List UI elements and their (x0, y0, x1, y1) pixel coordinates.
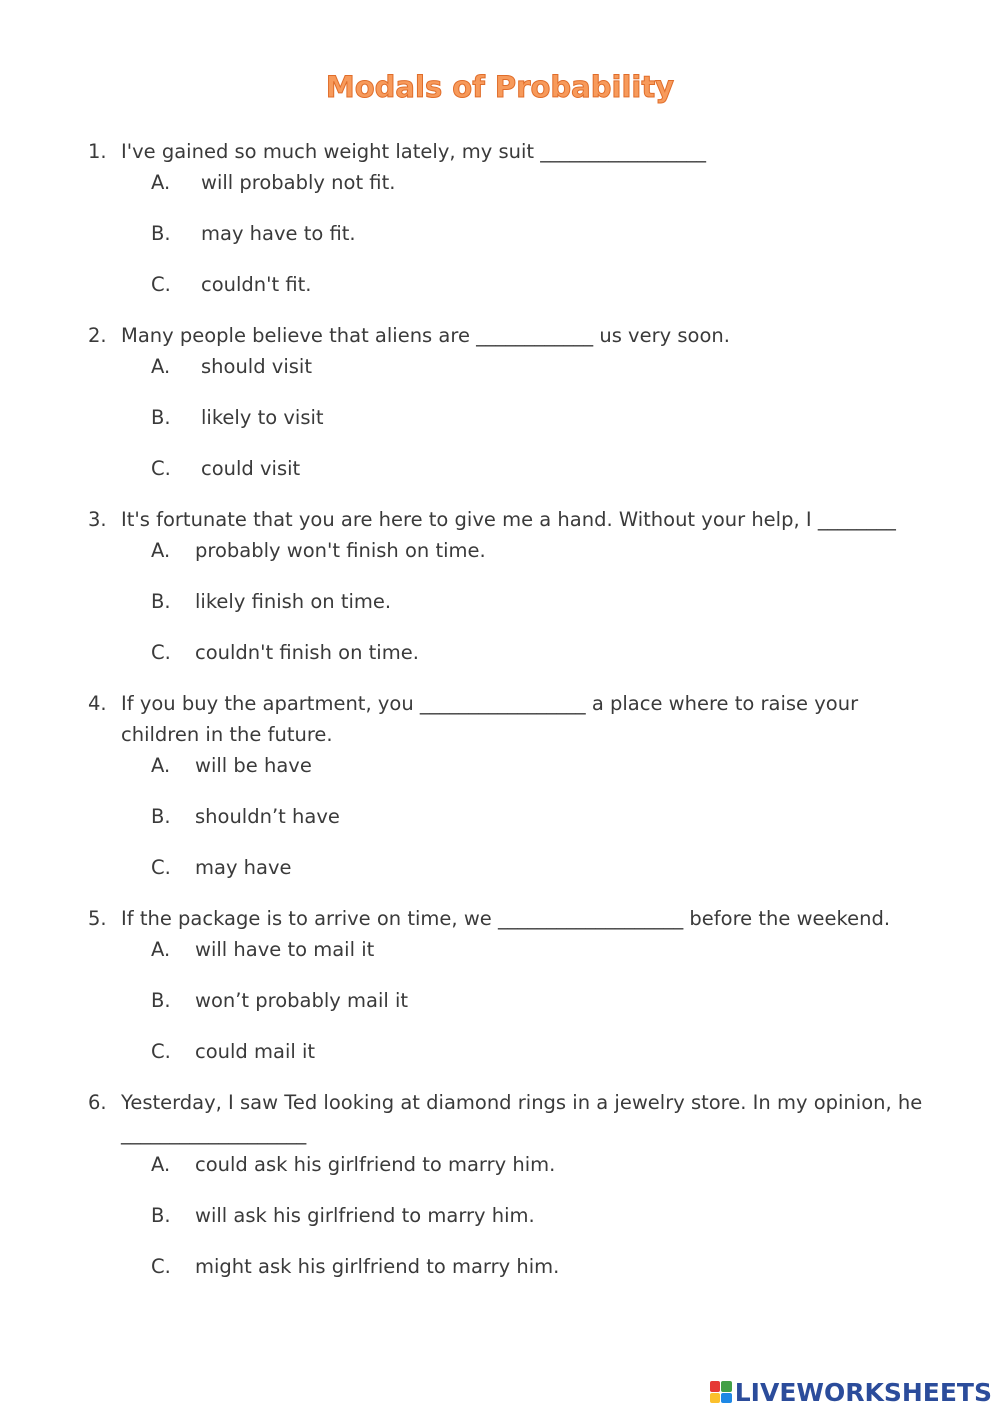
option-letter: A. (151, 539, 171, 562)
question-stem (88, 688, 928, 750)
brand-name: LIVEWORKSHEETS (734, 1377, 992, 1407)
option-text: will be have (195, 754, 312, 777)
option-text: might ask his girlfriend to marry him. (195, 1255, 560, 1278)
question-number: 6. (88, 1091, 107, 1114)
option-letter: C. (151, 856, 171, 879)
option-text: should visit (201, 355, 312, 378)
option-letter: B. (151, 989, 171, 1012)
option-text: couldn't finish on time. (195, 641, 419, 664)
option-c[interactable] (88, 637, 928, 668)
question-number: 4. (88, 692, 107, 715)
option-c[interactable] (88, 453, 928, 484)
option-letter: A. (151, 1153, 171, 1176)
question-stem (88, 903, 928, 934)
liveworksheets-logo-icon (710, 1381, 732, 1403)
option-c[interactable] (88, 1251, 928, 1282)
question-text: Many people believe that aliens are ____________ us very soon. (121, 324, 730, 347)
question-2 (88, 320, 928, 484)
option-text: couldn't fit. (201, 273, 312, 296)
logo-tile-green (721, 1381, 732, 1392)
option-letter: A. (151, 938, 171, 961)
question-text: I've gained so much weight lately, my suit _________________ (121, 140, 707, 163)
question-text: If the package is to arrive on time, we ___________________ before the weekend. (121, 907, 891, 930)
question-number: 5. (88, 907, 107, 930)
question-number: 1. (88, 140, 107, 163)
option-b[interactable] (88, 801, 928, 832)
option-letter: C. (151, 457, 171, 480)
option-text: will have to mail it (195, 938, 375, 961)
option-b[interactable] (88, 985, 928, 1016)
question-number: 3. (88, 508, 107, 531)
option-text: shouldn’t have (195, 805, 340, 828)
question-text: If you buy the apartment, you _________________ a place where to raise your children in the future. (121, 692, 859, 746)
question-list (88, 136, 928, 1302)
option-a[interactable] (88, 535, 928, 566)
option-letter: B. (151, 222, 171, 245)
question-6 (88, 1087, 928, 1282)
option-letter: B. (151, 406, 171, 429)
option-text: likely to visit (201, 406, 324, 429)
option-letter: C. (151, 641, 171, 664)
liveworksheets-brand[interactable] (710, 1377, 992, 1407)
option-b[interactable] (88, 1200, 928, 1231)
option-letter: A. (151, 355, 171, 378)
option-letter: B. (151, 1204, 171, 1227)
option-letter: C. (151, 1040, 171, 1063)
option-c[interactable] (88, 269, 928, 300)
option-list (88, 167, 928, 300)
option-a[interactable] (88, 351, 928, 382)
option-b[interactable] (88, 586, 928, 617)
option-a[interactable] (88, 1149, 928, 1180)
option-a[interactable] (88, 934, 928, 965)
option-list (88, 535, 928, 668)
option-letter: C. (151, 273, 171, 296)
option-text: likely finish on time. (195, 590, 392, 613)
question-1 (88, 136, 928, 300)
option-text: may have to fit. (201, 222, 356, 245)
question-stem (88, 136, 928, 167)
logo-tile-red (710, 1381, 721, 1392)
question-stem (88, 320, 928, 351)
logo-tile-yellow (710, 1393, 721, 1404)
option-c[interactable] (88, 852, 928, 883)
option-text: could ask his girlfriend to marry him. (195, 1153, 556, 1176)
option-text: will ask his girlfriend to marry him. (195, 1204, 535, 1227)
option-list (88, 1149, 928, 1282)
question-stem (88, 504, 928, 535)
option-a[interactable] (88, 167, 928, 198)
option-letter: C. (151, 1255, 171, 1278)
option-text: will probably not fit. (201, 171, 396, 194)
option-c[interactable] (88, 1036, 928, 1067)
option-text: could visit (201, 457, 301, 480)
option-text: may have (195, 856, 292, 879)
option-list (88, 750, 928, 883)
option-a[interactable] (88, 750, 928, 781)
option-letter: B. (151, 590, 171, 613)
page-title: Modals of Probability (325, 70, 675, 104)
question-4 (88, 688, 928, 883)
question-number: 2. (88, 324, 107, 347)
option-text: could mail it (195, 1040, 316, 1063)
question-text: It's fortunate that you are here to give me a hand. Without your help, I ________ (121, 508, 896, 531)
option-list (88, 934, 928, 1067)
option-letter: A. (151, 171, 171, 194)
logo-tile-blue (721, 1393, 732, 1404)
question-5 (88, 903, 928, 1067)
option-text: probably won't finish on time. (195, 539, 486, 562)
question-3 (88, 504, 928, 668)
option-text: won’t probably mail it (195, 989, 409, 1012)
option-letter: B. (151, 805, 171, 828)
option-list (88, 351, 928, 484)
question-text: Yesterday, I saw Ted looking at diamond rings in a jewelry store. In my opinion, he ___________________ (121, 1091, 923, 1145)
option-letter: A. (151, 754, 171, 777)
question-stem (88, 1087, 928, 1149)
option-b[interactable] (88, 218, 928, 249)
option-b[interactable] (88, 402, 928, 433)
